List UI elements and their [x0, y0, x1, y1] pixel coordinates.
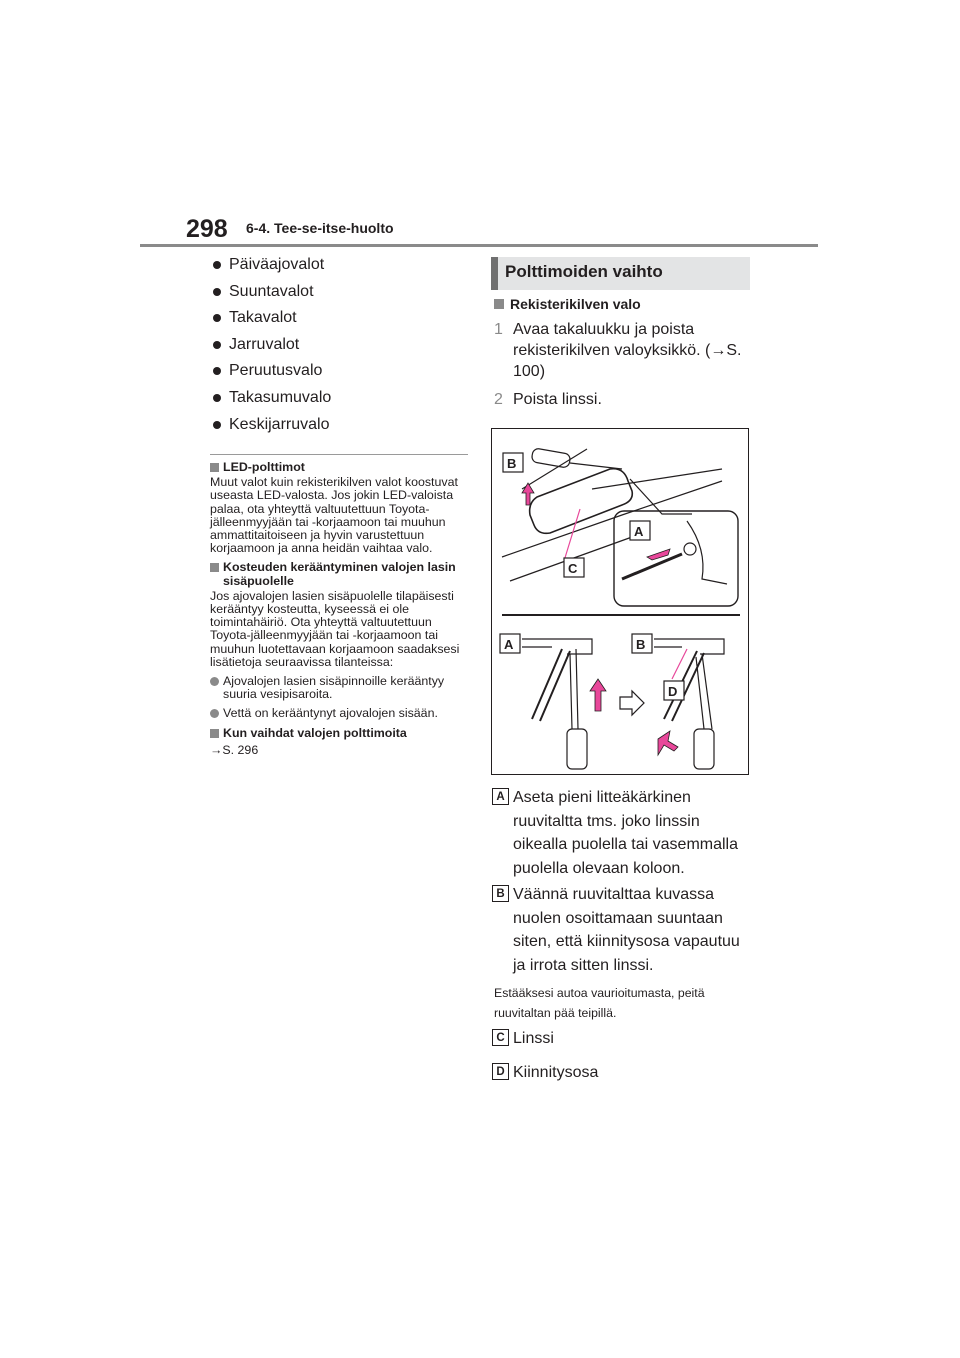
section-title: 6-4. Tee-se-itse-huolto	[246, 220, 394, 236]
figure-label-b: B	[507, 456, 517, 471]
bullet-icon	[213, 341, 221, 349]
legend-item: C Linssi	[492, 1027, 754, 1051]
section-heading: Polttimoiden vaihto	[505, 262, 663, 281]
figure-label-c: C	[568, 561, 578, 576]
header-rule	[140, 244, 818, 247]
notes-column	[210, 458, 472, 757]
list-item: Jarruvalot	[213, 336, 473, 363]
figure-label-d: D	[668, 684, 678, 699]
list-item: Päiväajovalot	[213, 256, 473, 283]
condensation-text: Jos ajovalojen lasien sisäpuolelle tilapäisesti kerääntyy kosteutta, kyseessä ei ole toimintahäiriö. Ota yhteyttä valtuutettuun Toyota-jälleenmyyjään tai -korjaamoon tai muuhun luotettavaan korjaamoon saadaksesi lisätietoja seuraavissa tilanteissa:	[210, 588, 460, 669]
page-reference-link[interactable]: →S. 296	[210, 742, 259, 757]
condensation-heading: Kosteuden kerääntyminen valojen lasin sisäpuolelle	[210, 561, 472, 587]
light-list	[213, 256, 473, 442]
list-item: Vettä on kerääntynyt ajovalojen sisään.	[210, 707, 472, 720]
legend-item: A Aseta pieni litteäkärkinen ruuvitaltta tms. joko linssin oikealla puolella tai vasemmalla puolella olevaan koloon.	[492, 786, 754, 880]
bullet-icon	[213, 288, 221, 296]
bullet-icon	[213, 367, 221, 375]
procedure	[494, 296, 752, 410]
procedure-step: 1 Avaa takaluukku ja poista rekisterikilven valoyksikkö. (→S. 100)	[494, 321, 742, 380]
lens-removal-illustration	[491, 428, 749, 775]
divider	[210, 454, 468, 455]
square-bullet-icon	[210, 563, 219, 572]
figure-label-a: A	[634, 524, 644, 539]
up-arrow-icon	[590, 679, 606, 711]
figure-label-a: A	[504, 637, 514, 652]
procedure-step: 2 Poista linssi.	[494, 391, 602, 408]
legend-item: D Kiinnitysosa	[492, 1061, 754, 1085]
bulbs-heading: Kun vaihdat valojen polttimoita	[210, 727, 472, 740]
screwdriver-icon	[531, 448, 571, 468]
list-item: Keskijarruvalo	[213, 416, 473, 443]
square-bullet-icon	[494, 299, 504, 309]
push-arrow-icon	[658, 731, 678, 755]
list-item: Takavalot	[213, 309, 473, 336]
bullet-icon	[213, 394, 221, 402]
insert-arrow-icon	[647, 549, 670, 560]
list-item: Ajovalojen lasien sisäpinnoille kerääntyy suuria vesipisaroita.	[210, 675, 472, 701]
list-item: Takasumuvalo	[213, 389, 473, 416]
led-text: Muut valot kuin rekisterikilven valot koostuvat useasta LED-valosta. Jos jokin LED-valoista palaa, ota yhteyttä valtuutettuun Toyota-jälleenmyyjään tai -korjaamoon tai muuhun ammattitaitoiseen ja hyvin varustettuun korjaamoon ja anna heidän vaihtaa valo.	[210, 475, 458, 556]
bullet-icon	[213, 314, 221, 322]
figure-label-b: B	[636, 637, 646, 652]
circle-bullet-icon	[210, 709, 219, 718]
page-number: 298	[186, 215, 228, 243]
list-item: Suuntavalot	[213, 283, 473, 310]
bullet-icon	[213, 261, 221, 269]
square-bullet-icon	[210, 729, 219, 738]
bullet-icon	[213, 421, 221, 429]
note-text: Estääksesi autoa vaurioitumasta, peitä ruuvitaltan pää teipillä.	[494, 986, 705, 1020]
illustration-svg	[492, 429, 748, 774]
list-item: Peruutusvalo	[213, 362, 473, 389]
section-band-marker	[491, 257, 498, 290]
led-heading: LED-polttimot	[210, 461, 472, 474]
legend-item: B Väännä ruuvitalttaa kuvassa nuolen osoittamaan suuntaan siten, että kiinnitysosa vapautuu ja irrota sitten linssi.	[492, 883, 754, 977]
square-bullet-icon	[210, 463, 219, 472]
procedure-subheading: Rekisterikilven valo	[494, 296, 752, 312]
circle-bullet-icon	[210, 677, 219, 686]
